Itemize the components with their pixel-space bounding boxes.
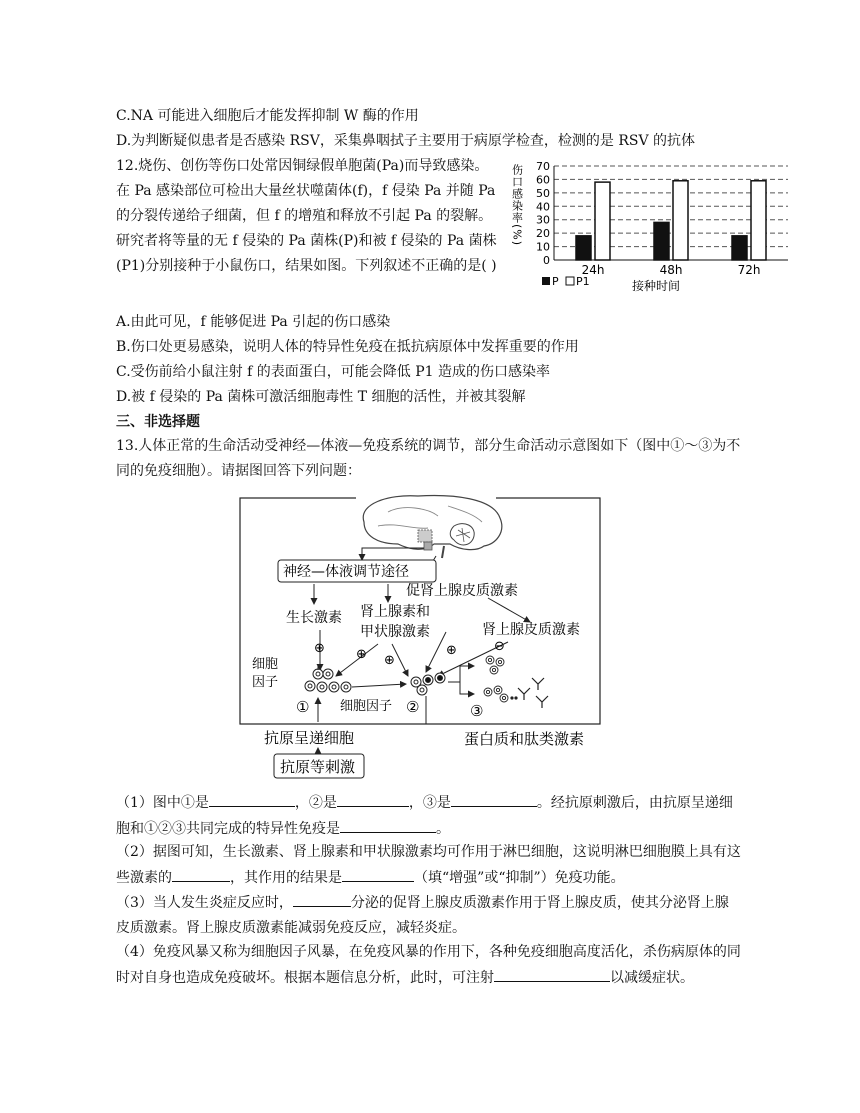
y-tick-label: 40 bbox=[536, 200, 550, 214]
cell-cluster-2 bbox=[411, 673, 445, 695]
immune-regulation-diagram bbox=[238, 492, 608, 784]
bar-p-72h bbox=[732, 236, 747, 260]
cell-2-marker: ② bbox=[406, 698, 420, 716]
legend-label-p1: P1 bbox=[576, 275, 590, 288]
y-tick-label: 10 bbox=[536, 240, 550, 254]
pituitary bbox=[424, 542, 432, 550]
acth-label: 促肾上腺皮质激素 bbox=[406, 583, 518, 599]
gh-label: 生长激素 bbox=[286, 610, 342, 626]
answer-blank-3[interactable] bbox=[451, 790, 537, 807]
cytokine-label-2: 因子 bbox=[252, 675, 279, 690]
cortisol-label: 肾上腺皮质激素 bbox=[482, 622, 580, 638]
adrenaline-label-2: 甲状腺激素 bbox=[360, 624, 430, 640]
plus-sign-adrenaline-3: ⊕ bbox=[446, 643, 457, 658]
cytokine-label-1: 细胞 bbox=[252, 657, 279, 672]
answer-blank-1[interactable] bbox=[209, 790, 295, 807]
q13-sub3: （3）当人发生炎症反应时， 分泌的促肾上腺皮质激素作用于肾上腺皮质，使其分泌肾上腺皮质激素。肾上腺皮质激素能减弱免疫反应，减轻炎症。 bbox=[116, 890, 742, 941]
antibody-icons bbox=[511, 678, 548, 708]
answer-blank-6[interactable] bbox=[342, 865, 414, 882]
minus-sign: ⊖ bbox=[494, 639, 505, 654]
cytokine-mid-label: 细胞因子 bbox=[340, 699, 393, 714]
q11-option-d: D.为判断疑似患者是否感染 RSV，采集鼻咽拭子主要用于病原学检查，检测的是 RSV 的抗体 bbox=[116, 133, 696, 149]
protein-hormone-label: 蛋白质和肽类激素 bbox=[464, 730, 585, 748]
pathway-label: 神经—体液调节途径 bbox=[283, 564, 409, 580]
chart-legend bbox=[542, 275, 590, 288]
y-tick-label: 70 bbox=[536, 160, 550, 173]
plus-sign-adrenaline-2: ⊕ bbox=[384, 653, 395, 668]
cell-1-marker: ① bbox=[296, 698, 310, 716]
answer-blank-4[interactable] bbox=[340, 816, 436, 833]
section-title: 三、非选择题 bbox=[116, 414, 200, 430]
answer-blank-2[interactable] bbox=[337, 790, 409, 807]
plus-sign-gh: ⊕ bbox=[314, 641, 325, 656]
q12-option-a: A.由此可见，f 能够促进 Pa 引起的伤口感染 bbox=[116, 314, 391, 330]
legend-label-p: P bbox=[552, 275, 559, 288]
hypothalamus bbox=[418, 530, 432, 542]
q13-sub4: （4）免疫风暴又称为细胞因子风暴，在免疫风暴的作用下，各种免疫细胞高度活化，杀伤病原体的同时对自身也造成免疫破坏。根据本题信息分析，此时，可注射 以减缓症状。 bbox=[116, 944, 741, 986]
legend-swatch-p1 bbox=[566, 277, 574, 285]
chart-ylabel: 伤口感染率(%) bbox=[510, 164, 524, 247]
q12-stem: 12.烧伤、创伤等伤口处常因铜绿假单胞菌(Pa)而导致感染。在 Pa 感染部位可检出大量丝状噬菌体(f)，f 侵染 Pa 并随 Pa 的分裂传递给子细菌，但 f 的增殖和释放不引起 Pa 的裂解。研究者将等量的无 f 侵染的 Pa 菌株(P)和被 f 侵染的 Pa 菌株(P1)分别接种于小鼠伤口，结果如图。下列叙述不正确的是( ) bbox=[116, 158, 497, 274]
y-tick-label: 60 bbox=[536, 173, 550, 187]
q12-option-b: B.伤口处更易感染，说明人体的特异性免疫在抵抗病原体中发挥重要的作用 bbox=[116, 339, 579, 355]
q13-sub1: （1）图中①是 ，②是 ，③是 。经抗原刺激后，由抗原呈递细胞和①②③共同完成的特异性免疫是 。 bbox=[116, 790, 742, 842]
y-tick-label: 20 bbox=[536, 227, 550, 241]
answer-blank-5[interactable] bbox=[172, 865, 230, 882]
chart-bars bbox=[576, 181, 766, 277]
cell-cluster-1 bbox=[305, 669, 351, 692]
bar-p-24h bbox=[576, 236, 591, 260]
q13-sub2: （2）据图可知，生长激素、肾上腺素和甲状腺激素均可作用于淋巴细胞，这说明淋巴细胞膜上具有这些激素的 ，其作用的结果是 （填“增强”或“抑制”）免疫功能。 bbox=[116, 844, 741, 886]
adrenaline-label-1: 肾上腺素和 bbox=[360, 604, 430, 620]
q11-option-c: C.NA 可能进入细胞后才能发挥抑制 W 酶的作用 bbox=[116, 108, 419, 124]
chart-xlabel: 接种时间 bbox=[632, 279, 681, 293]
x-tick-label: 48h bbox=[659, 263, 683, 277]
cell-3-marker: ③ bbox=[470, 702, 484, 720]
cell-cluster-3 bbox=[484, 656, 508, 702]
antigen-label: 抗原等刺激 bbox=[280, 758, 356, 776]
answer-blank-8[interactable] bbox=[494, 965, 610, 982]
bar-p-48h bbox=[654, 222, 669, 260]
legend-swatch-p bbox=[542, 277, 550, 285]
q12-option-d: D.被 f 侵染的 Pa 菌株可激活细胞毒性 T 细胞的活性，并被其裂解 bbox=[116, 389, 526, 405]
x-tick-label: 72h bbox=[737, 263, 761, 277]
x-tick-label: 24h bbox=[581, 263, 605, 277]
y-tick-label: 0 bbox=[543, 254, 550, 267]
infection-rate-chart bbox=[508, 156, 790, 296]
y-tick-label: 30 bbox=[536, 213, 550, 227]
plus-sign-adrenaline-1: ⊕ bbox=[356, 647, 367, 662]
apc-label: 抗原呈递细胞 bbox=[264, 729, 355, 747]
y-tick-label: 50 bbox=[536, 186, 550, 200]
answer-blank-7[interactable] bbox=[293, 890, 351, 907]
bar-p1-24h bbox=[595, 182, 610, 260]
bar-p1-72h bbox=[751, 181, 766, 260]
bar-p1-48h bbox=[673, 181, 688, 260]
q12-option-c: C.受伤前给小鼠注射 f 的表面蛋白，可能会降低 P1 造成的伤口感染率 bbox=[116, 364, 550, 380]
q13-stem: 13.人体正常的生命活动受神经—体液—免疫系统的调节，部分生命活动示意图如下（图中①～③为不同的免疫细胞）。请据图回答下列问题： bbox=[116, 438, 741, 479]
